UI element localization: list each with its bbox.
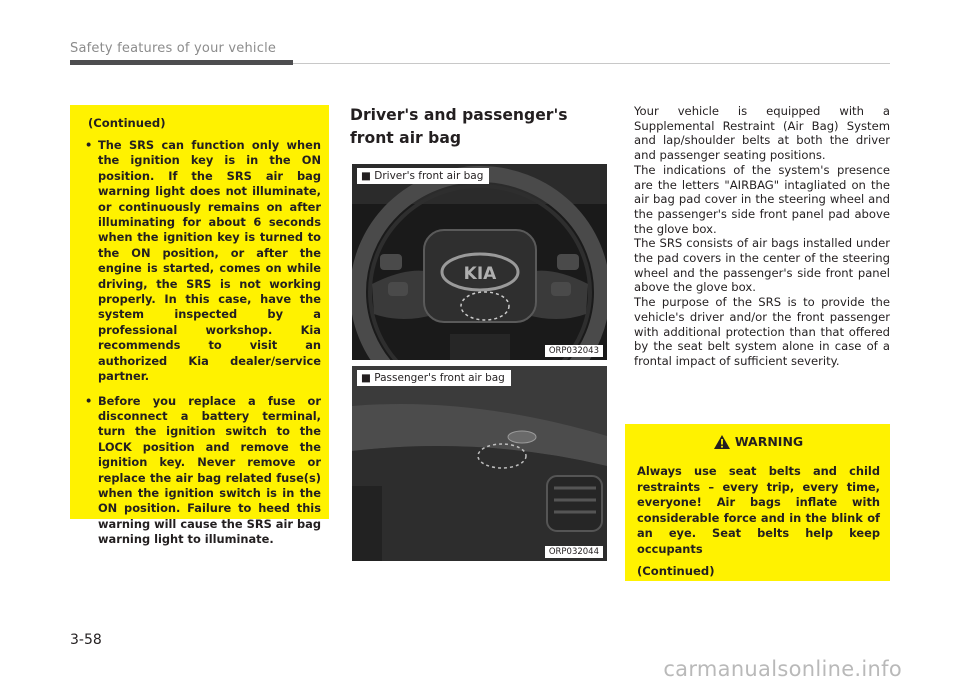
bullet-item [80, 138, 321, 385]
figure-code: ORP032043 [545, 345, 603, 357]
warning-continued: (Continued) [637, 563, 715, 578]
svg-text:KIA: KIA [463, 264, 497, 284]
body-paragraph: The purpose of the SRS is to provide the vehicle's driver and/or the front passenger with additional protection than that offered by the seat belt system alone in case of a frontal impact of sufficient severity. [634, 295, 890, 368]
header-bar [70, 60, 293, 65]
bullet-dot: • [85, 138, 93, 152]
warning-triangle-icon [714, 435, 730, 452]
driver-airbag-figure [352, 164, 607, 360]
dashboard-illustration [352, 366, 607, 561]
section-title: Driver's and passenger's front air bag [350, 106, 568, 147]
body-paragraph: The indications of the system's presence are the letters "AIRBAG" intagliated on the air bag pad cover in the steering wheel and the passenger's side front panel pad above the glove box. [634, 162, 890, 236]
continued-label: (Continued) [88, 116, 166, 130]
passenger-airbag-figure [352, 366, 607, 561]
body-paragraph: The SRS consists of air bags installed under the pad covers in the center of the steering wheel and the passenger's side front panel above the glove box. [634, 236, 890, 295]
warning-text: Always use seat belts and child restraints – every trip, every time, everyone! Air bags inflate with considerable force and in the blink of an eye. Seat belts help keep occupants [637, 464, 880, 556]
figure-label: ■ Passenger's front air bag [357, 370, 511, 386]
continued-notice-box [70, 105, 329, 547]
page-number: 3-58 [70, 632, 102, 648]
bullet-text: Before you replace a fuse or disconnect a battery terminal, turn the ignition switch to the LOCK position and remove the ignition key. Never remove or replace the air bag related fuse(s) when the ignition switch is in the ON position. Failure to heed this warning will cause the SRS air bag warning light to illuminate. [98, 393, 321, 547]
header-title: Safety features of your vehicle [70, 41, 277, 56]
header-line [293, 63, 890, 64]
warning-heading [637, 434, 880, 452]
warning-title: WARNING [734, 434, 804, 449]
figure-label: ■ Driver's front air bag [357, 168, 489, 184]
body-paragraph: Your vehicle is equipped with a Supplemental Restraint (Air Bag) System and lap/shoulder belts at both the driver and passenger seating positions. [634, 104, 890, 163]
warning-box [625, 424, 890, 581]
watermark: carmanualsonline.info [663, 657, 902, 681]
figure-code: ORP032044 [545, 546, 603, 558]
body-text [634, 104, 890, 369]
bullet-text: The SRS can function only when the ignition key is in the ON position. If the SRS air bag warning light does not illuminate, or continuously remains on after illuminating for about 6 seconds when the ignition key is turned to the ON position, or after the engine is started, comes on while driving, the SRS is not working properly. In this case, have the system inspected by a professional workshop. Kia recommends to visit an authorized Kia dealer/service partner. [98, 138, 321, 384]
bullet-item [80, 394, 321, 548]
steering-wheel-illustration [352, 164, 607, 360]
bullet-dot: • [85, 393, 93, 408]
